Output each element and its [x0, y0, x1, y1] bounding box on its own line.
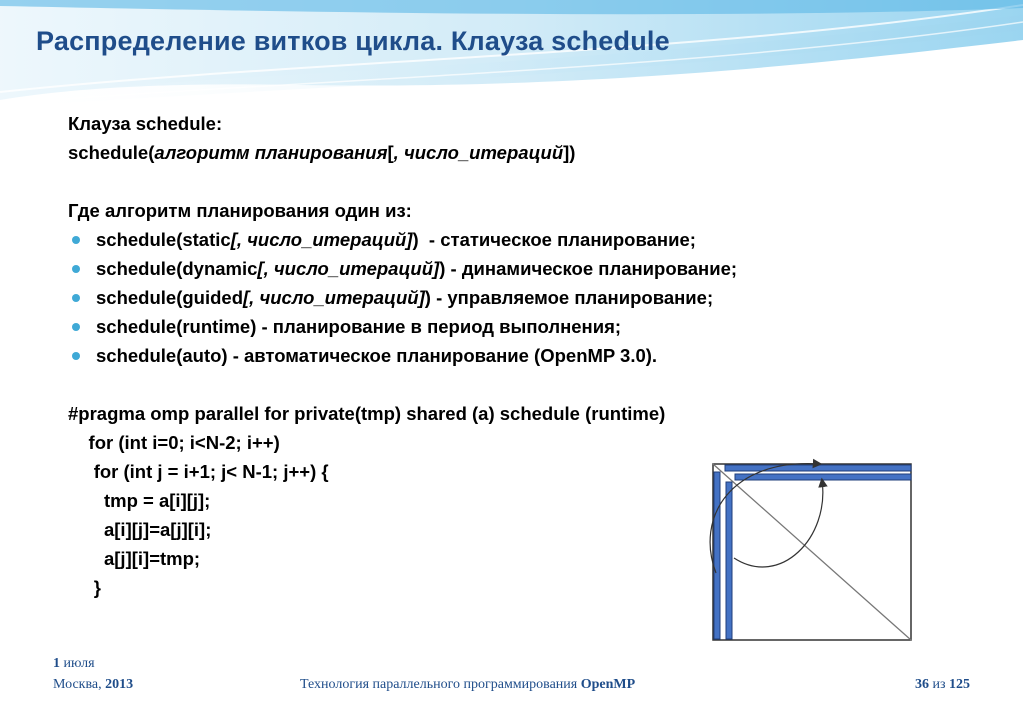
bullet-static: schedule(static[, число_итераций]) - статическое планирование; [68, 225, 737, 254]
clause-syntax [68, 138, 737, 167]
syntax-optional-close: ] [563, 142, 570, 163]
footer-course-prefix: Технология параллельного программирования [300, 677, 581, 692]
footer-course [300, 677, 635, 693]
row-bar-2 [735, 474, 911, 480]
bullet-guided: schedule(guided[, число_итераций]) - управляемое планирование; [68, 283, 737, 312]
syntax-iterations: , число_итераций [393, 142, 564, 163]
matrix-transpose-diagram [700, 458, 920, 648]
syntax-prefix: schedule( [68, 142, 155, 163]
code-line-for-i: for (int i=0; i<N-2; i++) [68, 432, 280, 453]
clause-heading: Клауза schedule: [68, 113, 223, 134]
footer-page-sep: из [929, 677, 950, 692]
algorithms-heading: Где алгоритм планирования один из: [68, 200, 412, 221]
code-line-close: } [68, 577, 101, 598]
footer-page-number [915, 677, 970, 693]
footer-page-total: 125 [949, 677, 971, 692]
code-line-for-j: for (int j = i+1; j< N-1; j++) { [68, 461, 329, 482]
slide-content [68, 109, 737, 602]
col-bar-1 [714, 472, 720, 639]
footer-city-name: Москва, [53, 677, 106, 692]
footer-month: июля [60, 656, 95, 671]
syntax-algorithm: алгоритм планирования [154, 142, 388, 163]
bullet-runtime: schedule(runtime) - планирование в период выполнения; [68, 312, 737, 341]
syntax-suffix: ) [569, 142, 576, 163]
footer-page-current: 36 [915, 677, 929, 692]
footer-day: 1 [53, 656, 60, 671]
code-line-tmp: tmp = a[i][j]; [68, 490, 211, 511]
footer-year: 2013 [105, 677, 134, 692]
code-line-pragma: #pragma omp parallel for private(tmp) shared (a) schedule (runtime) [68, 403, 666, 424]
syntax-optional-open: [ [387, 142, 394, 163]
code-line-assign: a[j][i]=tmp; [68, 548, 201, 569]
col-bar-2 [726, 482, 732, 639]
row-bar-1 [725, 465, 911, 471]
bullet-auto: schedule(auto) - автоматическое планирование (OpenMP 3.0). [68, 341, 737, 370]
code-line-swap: a[i][j]=a[j][i]; [68, 519, 212, 540]
footer-date [53, 656, 95, 672]
slide-title: Распределение витков цикла. Клауза schedule [36, 26, 670, 56]
footer-city [53, 677, 133, 693]
bullet-dynamic: schedule(dynamic[, число_итераций]) - динамическое планирование; [68, 254, 737, 283]
footer-course-name: OpenMP [580, 677, 636, 692]
